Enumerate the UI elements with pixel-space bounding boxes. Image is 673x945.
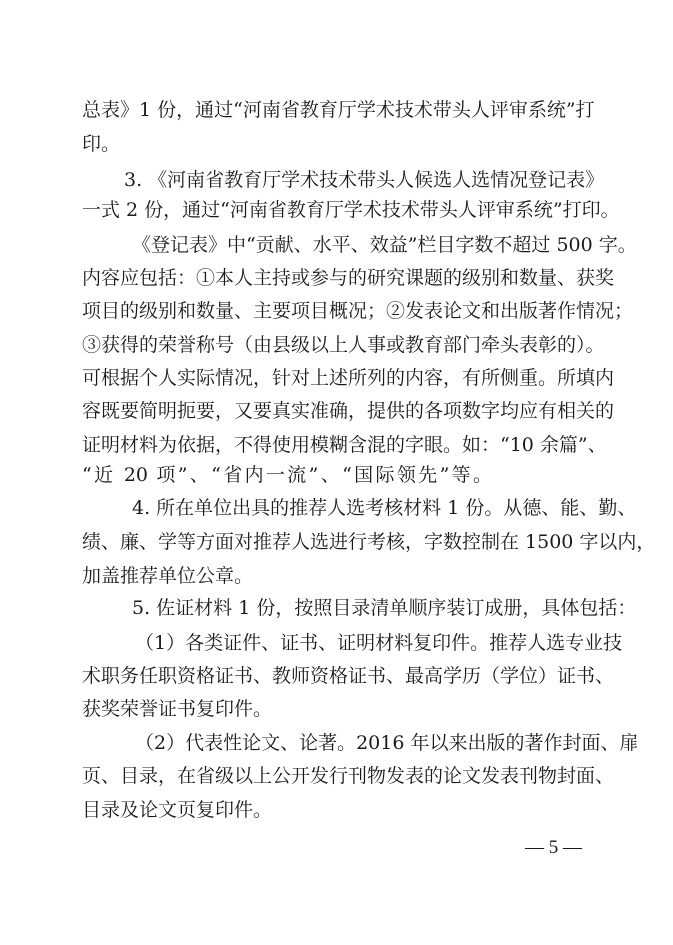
text-line: （1）各类证件、证书、证明材料复印件。推荐人选专业技	[135, 632, 623, 654]
page-number: — 5 —	[525, 837, 582, 858]
text-line: 术职务任职资格证书、教师资格证书、最高学历（学位）证书、	[82, 665, 615, 687]
text-line: 页、目录，在省级以上公开发行刊物发表的论文发表刊物封面、	[82, 765, 615, 787]
text-line: 目录及论文页复印件。	[82, 799, 273, 821]
text-line: 项目的级别和数量、主要项目概况；②发表论文和出版著作情况；	[82, 300, 634, 322]
text-line: “近 20 项”、“省内一流”、“国际领先”等。	[82, 464, 492, 486]
text-line: 绩、廉、学等方面对推荐人选进行考核，字数控制在 1500 字以内，	[82, 531, 656, 553]
text-line: 内容应包括：①本人主持或参与的研究课题的级别和数量、获奖	[82, 267, 615, 289]
text-line: 获奖荣誉证书复印件。	[82, 698, 273, 720]
text-line: 3. 《河南省教育厅学术技术带头人候选人选情况登记表》	[124, 169, 605, 191]
text-line: 容既要简明扼要，又要真实准确，提供的各项数字均应有相关的	[82, 400, 615, 422]
text-line: 加盖推荐单位公章。	[82, 565, 254, 587]
text-line: 证明材料为依据，不得使用模糊含混的字眼。如：“10 余篇”、	[82, 434, 607, 456]
text-line: 总表》1 份，通过“河南省教育厅学术技术带头人评审系统”打	[82, 99, 595, 121]
text-line: ③获得的荣誉称号（由县级以上人事或教育部门牵头表彰的）。	[82, 334, 605, 356]
text-line: 4. 所在单位出具的推荐人选考核材料 1 份。从德、能、勤、	[132, 497, 637, 519]
text-line: 《登记表》中“贡献、水平、效益”栏目字数不超过 500 字。	[132, 234, 637, 256]
text-line: 5. 佐证材料 1 份，按照目录清单顺序装订成册，具体包括：	[132, 597, 637, 619]
text-line: 印。	[82, 133, 121, 155]
text-line: 一式 2 份，通过“河南省教育厅学术技术带头人评审系统”打印。	[82, 199, 620, 221]
text-line: （2）代表性论文、论著。2016 年以来出版的著作封面、扉	[135, 732, 639, 754]
text-line: 可根据个人实际情况，针对上述所列的内容，有所侧重。所填内	[82, 367, 615, 389]
